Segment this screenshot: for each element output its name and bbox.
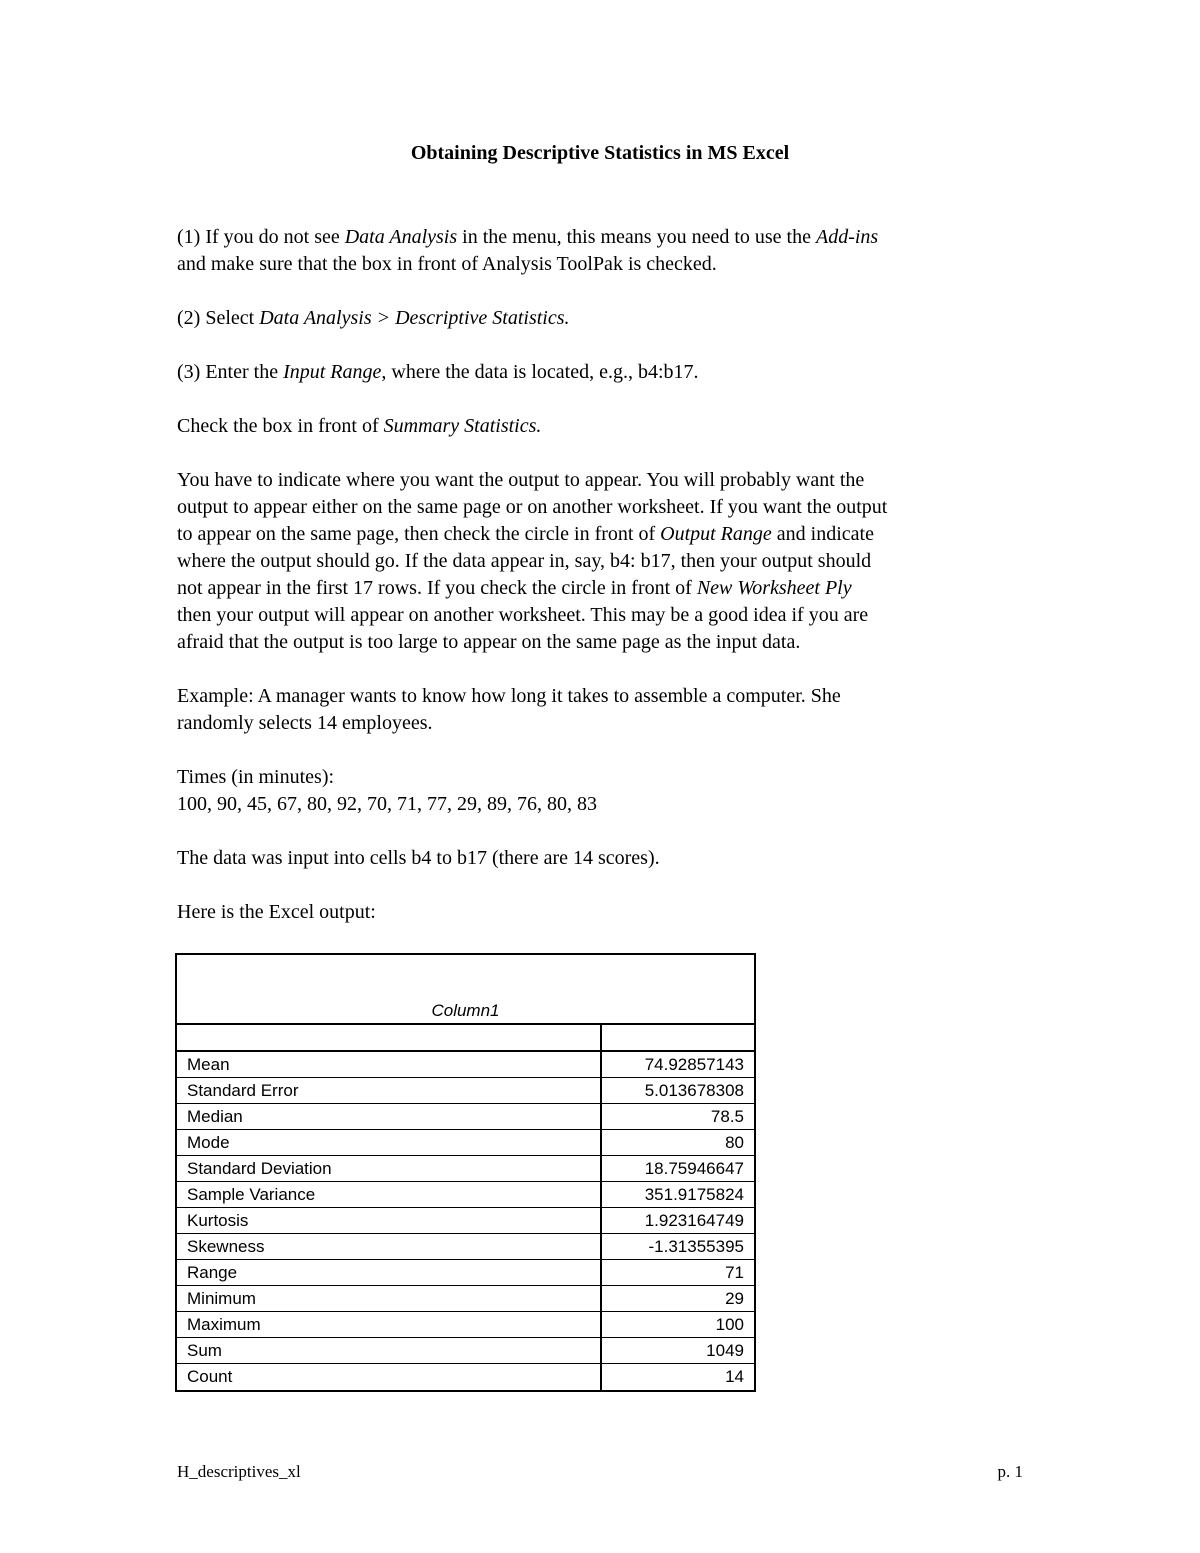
- stat-label: Range: [177, 1260, 602, 1285]
- output-paragraph: [177, 467, 1037, 656]
- step-1-text-e: and make sure that the box in front of Analysis ToolPak is checked.: [177, 253, 717, 275]
- output-line-2: output to appear either on the same page or on another worksheet. If you want the output: [177, 496, 888, 518]
- table-row: [177, 1312, 754, 1338]
- stat-label: Standard Deviation: [177, 1156, 602, 1181]
- output-line-3b: Output Range: [660, 523, 772, 545]
- stat-label: Count: [177, 1364, 602, 1390]
- step-1-text-b: Data Analysis: [344, 226, 458, 248]
- table-row: [177, 1182, 754, 1208]
- step-1-text-c: in the menu, this means you need to use the: [457, 226, 816, 248]
- step-3-paragraph: [177, 359, 1037, 386]
- page-title: Obtaining Descriptive Statistics in MS Excel: [410, 142, 790, 164]
- step-2-text-a: (2) Select: [177, 307, 260, 329]
- table-row: [177, 1286, 754, 1312]
- data-input-paragraph: [177, 845, 1037, 872]
- table-row: [177, 1234, 754, 1260]
- output-line-7: afraid that the output is too large to appear on the same page as the input data.: [177, 631, 801, 653]
- excel-output-table: [175, 953, 756, 1392]
- stat-label: Sum: [177, 1338, 602, 1363]
- excel-column-header: Column1: [431, 1001, 500, 1020]
- example-line-2: randomly selects 14 employees.: [177, 712, 433, 734]
- step-2-paragraph: [177, 305, 1037, 332]
- output-line-6: then your output will appear on another worksheet. This may be a good idea if you are: [177, 604, 869, 626]
- table-row: [177, 1156, 754, 1182]
- example-paragraph: [177, 683, 1037, 737]
- excel-blank-label-cell: [177, 1025, 602, 1050]
- stat-value: 100: [715, 1315, 744, 1334]
- stat-value: 1.923164749: [644, 1211, 744, 1230]
- stat-value: 78.5: [710, 1107, 744, 1126]
- here-output-paragraph: [177, 899, 1037, 926]
- stat-label: Kurtosis: [177, 1208, 602, 1233]
- output-line-3a: to appear on the same page, then check the circle in front of: [177, 523, 661, 545]
- stat-label: Mean: [177, 1052, 602, 1077]
- output-line-1: You have to indicate where you want the output to appear. You will probably want the: [177, 469, 865, 491]
- example-line-1: Example: A manager wants to know how long it takes to assemble a computer. She: [177, 685, 841, 707]
- output-line-5b: New Worksheet Ply: [696, 577, 852, 599]
- stat-value: 80: [725, 1133, 744, 1152]
- stat-value: 5.013678308: [644, 1081, 744, 1100]
- table-row: [177, 1260, 754, 1286]
- table-row: [177, 1364, 754, 1390]
- footer-filename: H_descriptives_xl: [177, 1462, 301, 1481]
- excel-blank-row: [177, 1025, 754, 1052]
- stat-label: Mode: [177, 1130, 602, 1155]
- times-paragraph: [177, 764, 1037, 818]
- times-values: 100, 90, 45, 67, 80, 92, 70, 71, 77, 29, 89, 76, 80, 83: [177, 793, 597, 815]
- table-row: [177, 1338, 754, 1364]
- stat-label: Sample Variance: [177, 1182, 602, 1207]
- stat-value: 74.92857143: [644, 1055, 744, 1074]
- step-1-paragraph: [177, 224, 1037, 278]
- stat-value: 71: [725, 1263, 744, 1282]
- step-3-text-c: , where the data is located, e.g., b4:b17.: [381, 361, 699, 383]
- stat-label: Minimum: [177, 1286, 602, 1311]
- step-3-text-b: Input Range: [283, 361, 382, 383]
- check-text-a: Check the box in front of: [177, 415, 384, 437]
- table-row: [177, 1208, 754, 1234]
- table-row: [177, 1130, 754, 1156]
- stat-value: 14: [725, 1367, 744, 1386]
- table-row: [177, 1104, 754, 1130]
- stat-label: Median: [177, 1104, 602, 1129]
- step-3-text-a: (3) Enter the: [177, 361, 284, 383]
- stat-value: 1049: [706, 1341, 744, 1360]
- check-paragraph: [177, 413, 1037, 440]
- table-row: [177, 1078, 754, 1104]
- output-line-3c: and indicate: [771, 523, 874, 545]
- step-1-text-a: (1) If you do not see: [177, 226, 345, 248]
- footer-page-number: p. 1: [997, 1462, 1023, 1481]
- here-output-text: Here is the Excel output:: [177, 901, 376, 923]
- stat-value: 351.9175824: [644, 1185, 744, 1204]
- stat-label: Standard Error: [177, 1078, 602, 1103]
- step-1-text-d: Add-ins: [815, 226, 879, 248]
- check-text-b: Summary Statistics.: [383, 415, 542, 437]
- step-2-text-b: Data Analysis > Descriptive Statistics.: [259, 307, 570, 329]
- excel-blank-value-cell: [602, 1025, 754, 1050]
- data-input-text: The data was input into cells b4 to b17 (there are 14 scores).: [177, 847, 660, 869]
- output-line-4: where the output should go. If the data appear in, say, b4: b17, then your output should: [177, 550, 872, 572]
- output-line-5a: not appear in the first 17 rows. If you check the circle in front of: [177, 577, 697, 599]
- stat-label: Skewness: [177, 1234, 602, 1259]
- stat-value: 29: [725, 1289, 744, 1308]
- excel-table-header: [177, 955, 754, 1025]
- stat-value: 18.75946647: [644, 1159, 744, 1178]
- table-row: [177, 1052, 754, 1078]
- times-label: Times (in minutes):: [177, 766, 335, 788]
- stat-label: Maximum: [177, 1312, 602, 1337]
- stat-value: -1.31355395: [648, 1237, 744, 1256]
